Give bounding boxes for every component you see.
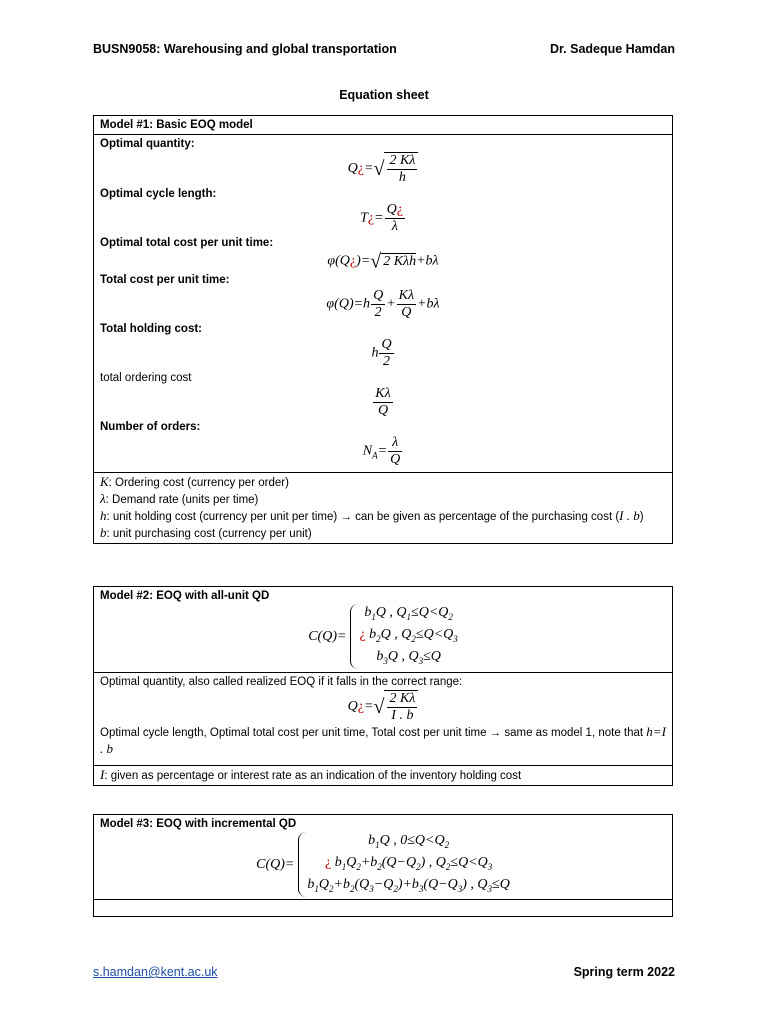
model2-body xyxy=(94,672,672,765)
model2-opt-qty-label: Optimal quantity, also called realized EOQ if it falls in the correct range: xyxy=(100,676,463,689)
model1-equations xyxy=(94,134,672,472)
def-h: h: unit holding cost (currency per unit per time) → can be given as percentage of the purchasing cost (I . b) xyxy=(100,508,644,523)
model1-box xyxy=(93,115,673,544)
label-ordering-cost: total ordering cost xyxy=(100,372,192,384)
model2-I-definition: I: given as percentage or interest rate as an indication of the inventory holding cost xyxy=(94,765,672,785)
eq-holding-cost: h $\frac{Q}{2}$ xyxy=(371,337,392,369)
page-title: Equation sheet xyxy=(339,88,429,102)
label-num-orders: Number of orders: xyxy=(100,421,201,433)
eq-num-orders: $N_A=$ $\frac{\lambda}{Q}$ xyxy=(362,435,401,467)
model3-empty-row xyxy=(94,899,672,916)
def-K: K: Ordering cost (currency per order) xyxy=(100,474,289,489)
model2-box xyxy=(93,586,673,786)
footer-term: Spring term 2022 xyxy=(573,965,675,979)
label-holding-cost: Total holding cost: xyxy=(100,323,202,335)
model3-box xyxy=(93,814,673,917)
eq-all-unit-cost: C(Q)= $b_1Q$ , $Q_1\le Q<Q_2$ ¿ $b_2Q$ , $Q_2\le Q<Q_3$ $b_3Q$ , $Q_3\le Q$ xyxy=(100,604,666,671)
eq-optimal-cycle: T¿= $\frac{Q¿}{\lambda}$ xyxy=(360,202,403,234)
def-b: b: unit purchasing cost (currency per unit) xyxy=(100,525,312,540)
label-optimal-quantity: Optimal quantity: xyxy=(100,138,195,150)
label-optimal-total-cost: Optimal total cost per unit time: xyxy=(100,237,274,249)
eq-incremental-cost: C(Q)= $b_1Q$ , $0\le Q<Q_2$ ¿ $b_1Q_2+b_2(Q-Q_2)$ , $Q_2\le Q<Q_3$ $b_1Q_2+b_2(Q_3-Q_2)+b_3(Q-Q_3)$ , $Q_3\le Q$ xyxy=(100,832,666,898)
eq-ordering-cost: $\frac{K\lambda}{Q}$ xyxy=(375,386,391,418)
eq-optimal-quantity: Q¿=√ $\frac{2 K\lambda}{h}$ xyxy=(100,152,666,186)
course-title: BUSN9058: Warehousing and global transportation xyxy=(93,42,397,56)
eq-optimal-total-cost: φ(Q¿)=√ 2 Kλh+bλ xyxy=(327,250,439,273)
label-total-cost: Total cost per unit time: xyxy=(100,274,230,286)
def-lambda: λ: Demand rate (units per time) xyxy=(100,491,259,506)
footer-email-link[interactable]: s.hamdan@kent.ac.uk xyxy=(93,965,218,979)
model3-title: Model #3: EOQ with incremental QD xyxy=(100,818,297,830)
eq-realized-eoq: Q¿=√ $\frac{2 K\lambda}{I . b}$ xyxy=(100,690,666,724)
model2-header xyxy=(94,587,672,672)
model2-same-note: Optimal cycle length, Optimal total cost per unit time, Total cost per unit time → same as model 1, note that h=I . b xyxy=(100,724,666,757)
eq-total-cost: φ(Q)=h $\frac{Q}{2}$ + $\frac{K\lambda}{Q}$ +bλ xyxy=(326,288,440,320)
author-name: Dr. Sadeque Hamdan xyxy=(549,42,675,56)
label-optimal-cycle: Optimal cycle length: xyxy=(100,188,217,200)
model3-header xyxy=(94,815,672,899)
model1-definitions xyxy=(94,472,672,543)
model2-title: Model #2: EOQ with all-unit QD xyxy=(100,590,270,602)
model1-title: Model #1: Basic EOQ model xyxy=(100,119,253,131)
